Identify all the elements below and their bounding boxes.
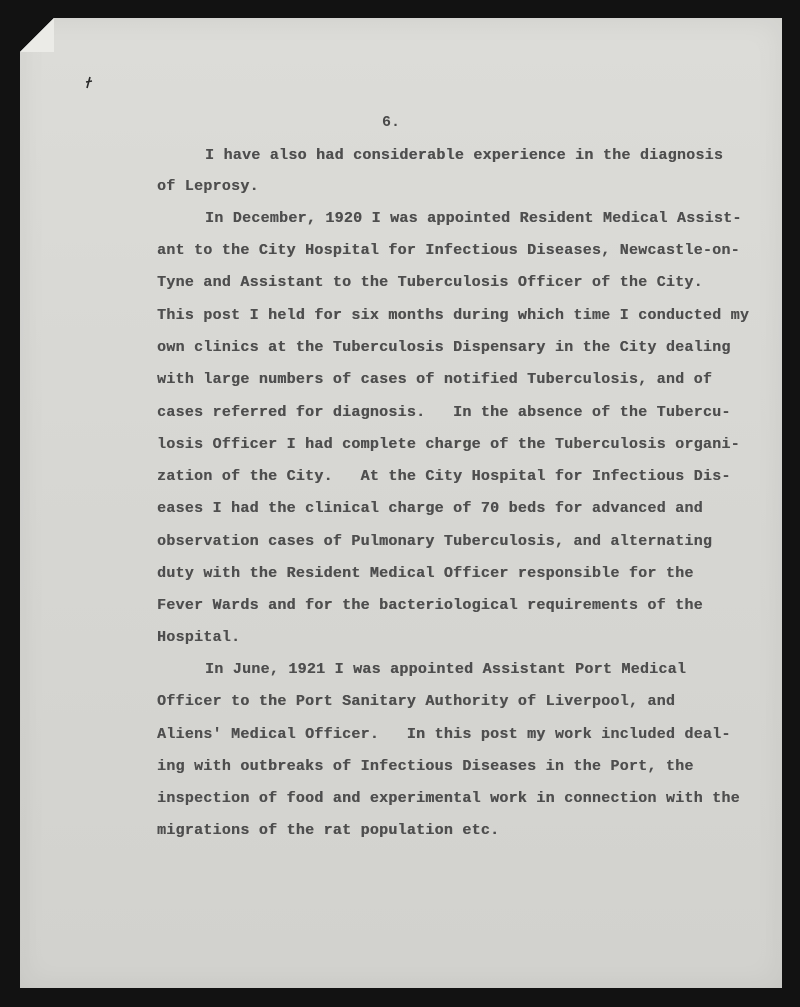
text-line: This post I held for six months during which time I conducted my: [157, 307, 750, 324]
text-line: own clinics at the Tuberculosis Dispensary in the City dealing: [157, 339, 731, 356]
text-line: Hospital.: [157, 629, 241, 646]
text-line: duty with the Resident Medical Officer responsible for the: [157, 565, 694, 582]
text-line: Aliens' Medical Officer. In this post my work included deal-: [157, 726, 731, 743]
text-line: ant to the City Hospital for Infectious Diseases, Newcastle-on-: [157, 242, 740, 259]
text-line: Fever Wards and for the bacteriological requirements of the: [157, 597, 703, 614]
pencil-mark-icon: [84, 76, 94, 90]
text-line: I have also had considerable experience in the diagnosis: [205, 147, 724, 164]
text-line: In June, 1921 I was appointed Assistant Port Medical: [205, 661, 687, 678]
text-line: migrations of the rat population etc.: [157, 822, 500, 839]
text-line: observation cases of Pulmonary Tuberculosis, and alternating: [157, 533, 713, 550]
text-line: zation of the City. At the City Hospital for Infectious Dis-: [157, 468, 731, 485]
folded-corner-flap: [20, 18, 54, 52]
page-number: 6.: [382, 114, 401, 131]
text-line: Officer to the Port Sanitary Authority of Liverpool, and: [157, 693, 676, 710]
text-line: losis Officer I had complete charge of the Tuberculosis organi-: [157, 436, 740, 453]
text-line: with large numbers of cases of notified Tuberculosis, and of: [157, 371, 713, 388]
text-line: inspection of food and experimental work in connection with the: [157, 790, 740, 807]
text-line: ing with outbreaks of Infectious Diseases in the Port, the: [157, 758, 694, 775]
text-line: Tyne and Assistant to the Tuberculosis Officer of the City.: [157, 274, 703, 291]
text-line: cases referred for diagnosis. In the absence of the Tubercu-: [157, 404, 731, 421]
text-line: eases I had the clinical charge of 70 beds for advanced and: [157, 500, 703, 517]
text-line: of Leprosy.: [157, 178, 259, 195]
text-line: In December, 1920 I was appointed Resident Medical Assist-: [205, 210, 742, 227]
